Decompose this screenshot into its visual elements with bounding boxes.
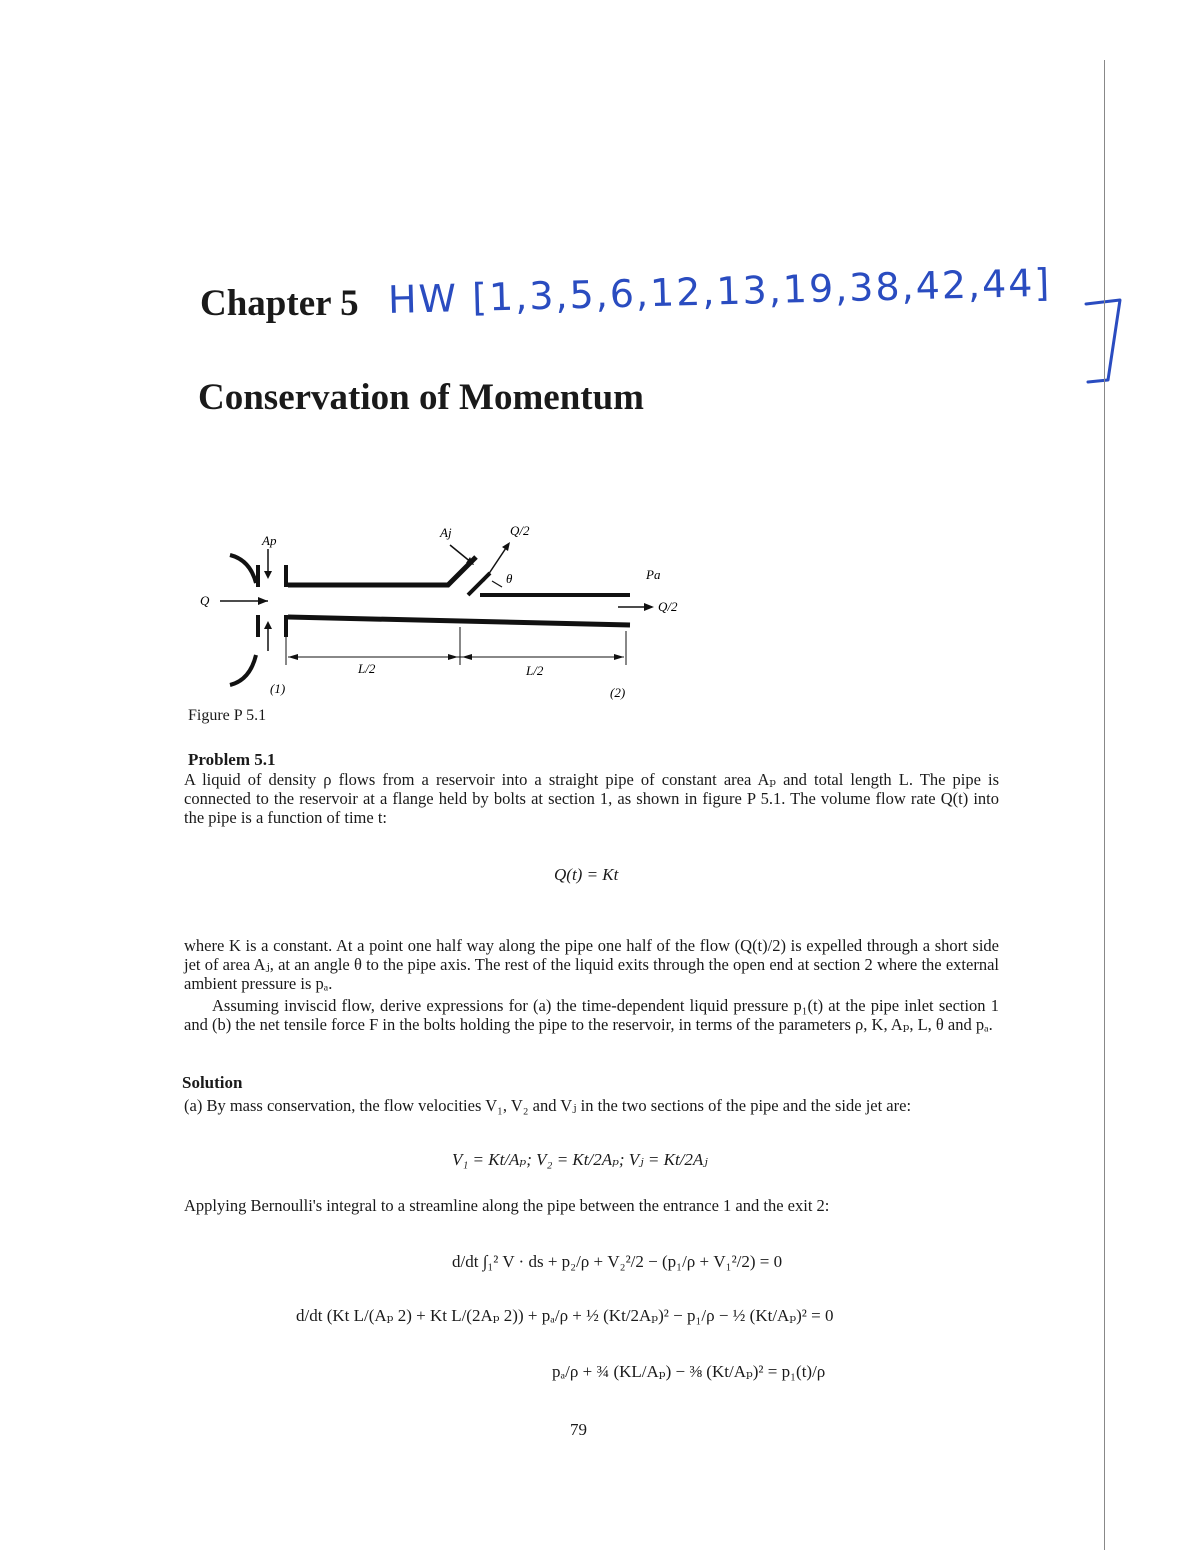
equation-flow-rate: Q(t) = Kt [554,865,619,884]
flange-top-left [256,565,260,587]
label-Q-jet: Q/2 [510,523,530,538]
solution-paragraph-1: (a) By mass conservation, the flow velocities V₁, V₂ and Vⱼ in the two sections of the pipe and the side jet are: [184,1096,912,1115]
problem-title: Problem 5.1 [188,750,276,769]
reservoir-lower-curve [230,655,256,685]
handwritten-bracket [1080,296,1130,396]
equation-bernoulli-1: d/dt ∫₁² V · ds + p₂/ρ + V₂²/2 − (p₁/ρ + V₁²/2) = 0 [452,1252,783,1271]
equation-velocities: V₁ = Kt/Aₚ; V₂ = Kt/2Aₚ; Vⱼ = Kt/2Aⱼ [452,1150,708,1169]
page-number: 79 [570,1420,587,1439]
solution-paragraph-2: Applying Bernoulli's integral to a streamline along the pipe between the entrance 1 and the exit 2: [184,1196,830,1215]
problem-paragraph-1: A liquid of density ρ flows from a reservoir into a straight pipe of constant area Aₚ and total length L. The pipe is connected to the reservoir at a flange held by bolts at section 1, as shown in figure P 5.1. The volume flow rate Q(t) into the pipe is a function of time t: [184,770,999,827]
reservoir-upper-curve [230,555,256,583]
label-Ap: Ap [262,533,277,548]
label-Q-in: Q [200,593,210,608]
figure-caption: Figure P 5.1 [188,707,267,724]
pipe-upper-wall [288,557,476,585]
chapter-title: Chapter 5 [200,283,359,324]
label-L1: L/2 [358,661,376,676]
scan-edge-line [1104,60,1105,1550]
label-section-1: (1) [270,681,286,696]
equation-bernoulli-2: d/dt (Kt L/(Aₚ 2) + Kt L/(2Aₚ 2)) + pₐ/ρ + ½ (Kt/2Aₚ)² − p₁/ρ − ½ (Kt/Aₚ)² = 0 [296,1306,834,1325]
chapter-subtitle: Conservation of Momentum [198,377,645,418]
label-Aj: Aj [440,525,452,540]
equation-bernoulli-3: pₐ/ρ + ¾ (KL/Aₚ) − ⅜ (Kt/Aₚ)² = p₁(t)/ρ [552,1362,826,1381]
label-L2: L/2 [526,663,544,678]
label-section-2: (2) [610,685,626,700]
label-Q-out: Q/2 [658,599,678,614]
flange-bottom-left [256,615,260,637]
label-theta: θ [506,571,513,586]
handwritten-hw-note: HW [1,3,5,6,12,13,19,38,42,44] [387,260,1052,322]
label-pa: Pa [646,567,661,582]
flange-top-right [284,565,288,587]
pipe-lower-wall [288,617,630,625]
problem-paragraph-3: Assuming inviscid flow, derive expressions for (a) the time-dependent liquid pressure p₁(t) at the pipe inlet section 1 and (b) the net tensile force F in the bolts holding the pipe to the reservoir, in terms of the parameters ρ, K, Aₚ, L, θ and pₐ. [184,996,999,1034]
solution-title: Solution [182,1073,243,1092]
problem-paragraph-2: where K is a constant. At a point one half way along the pipe one half of the flow (Q(t)/2) is expelled through a short side jet of area Aⱼ, at an angle θ to the pipe axis. The rest of the liquid exits through the open end at section 2 where the external ambient pressure is pₐ. [184,936,999,993]
figure-p5-1 [190,515,710,705]
